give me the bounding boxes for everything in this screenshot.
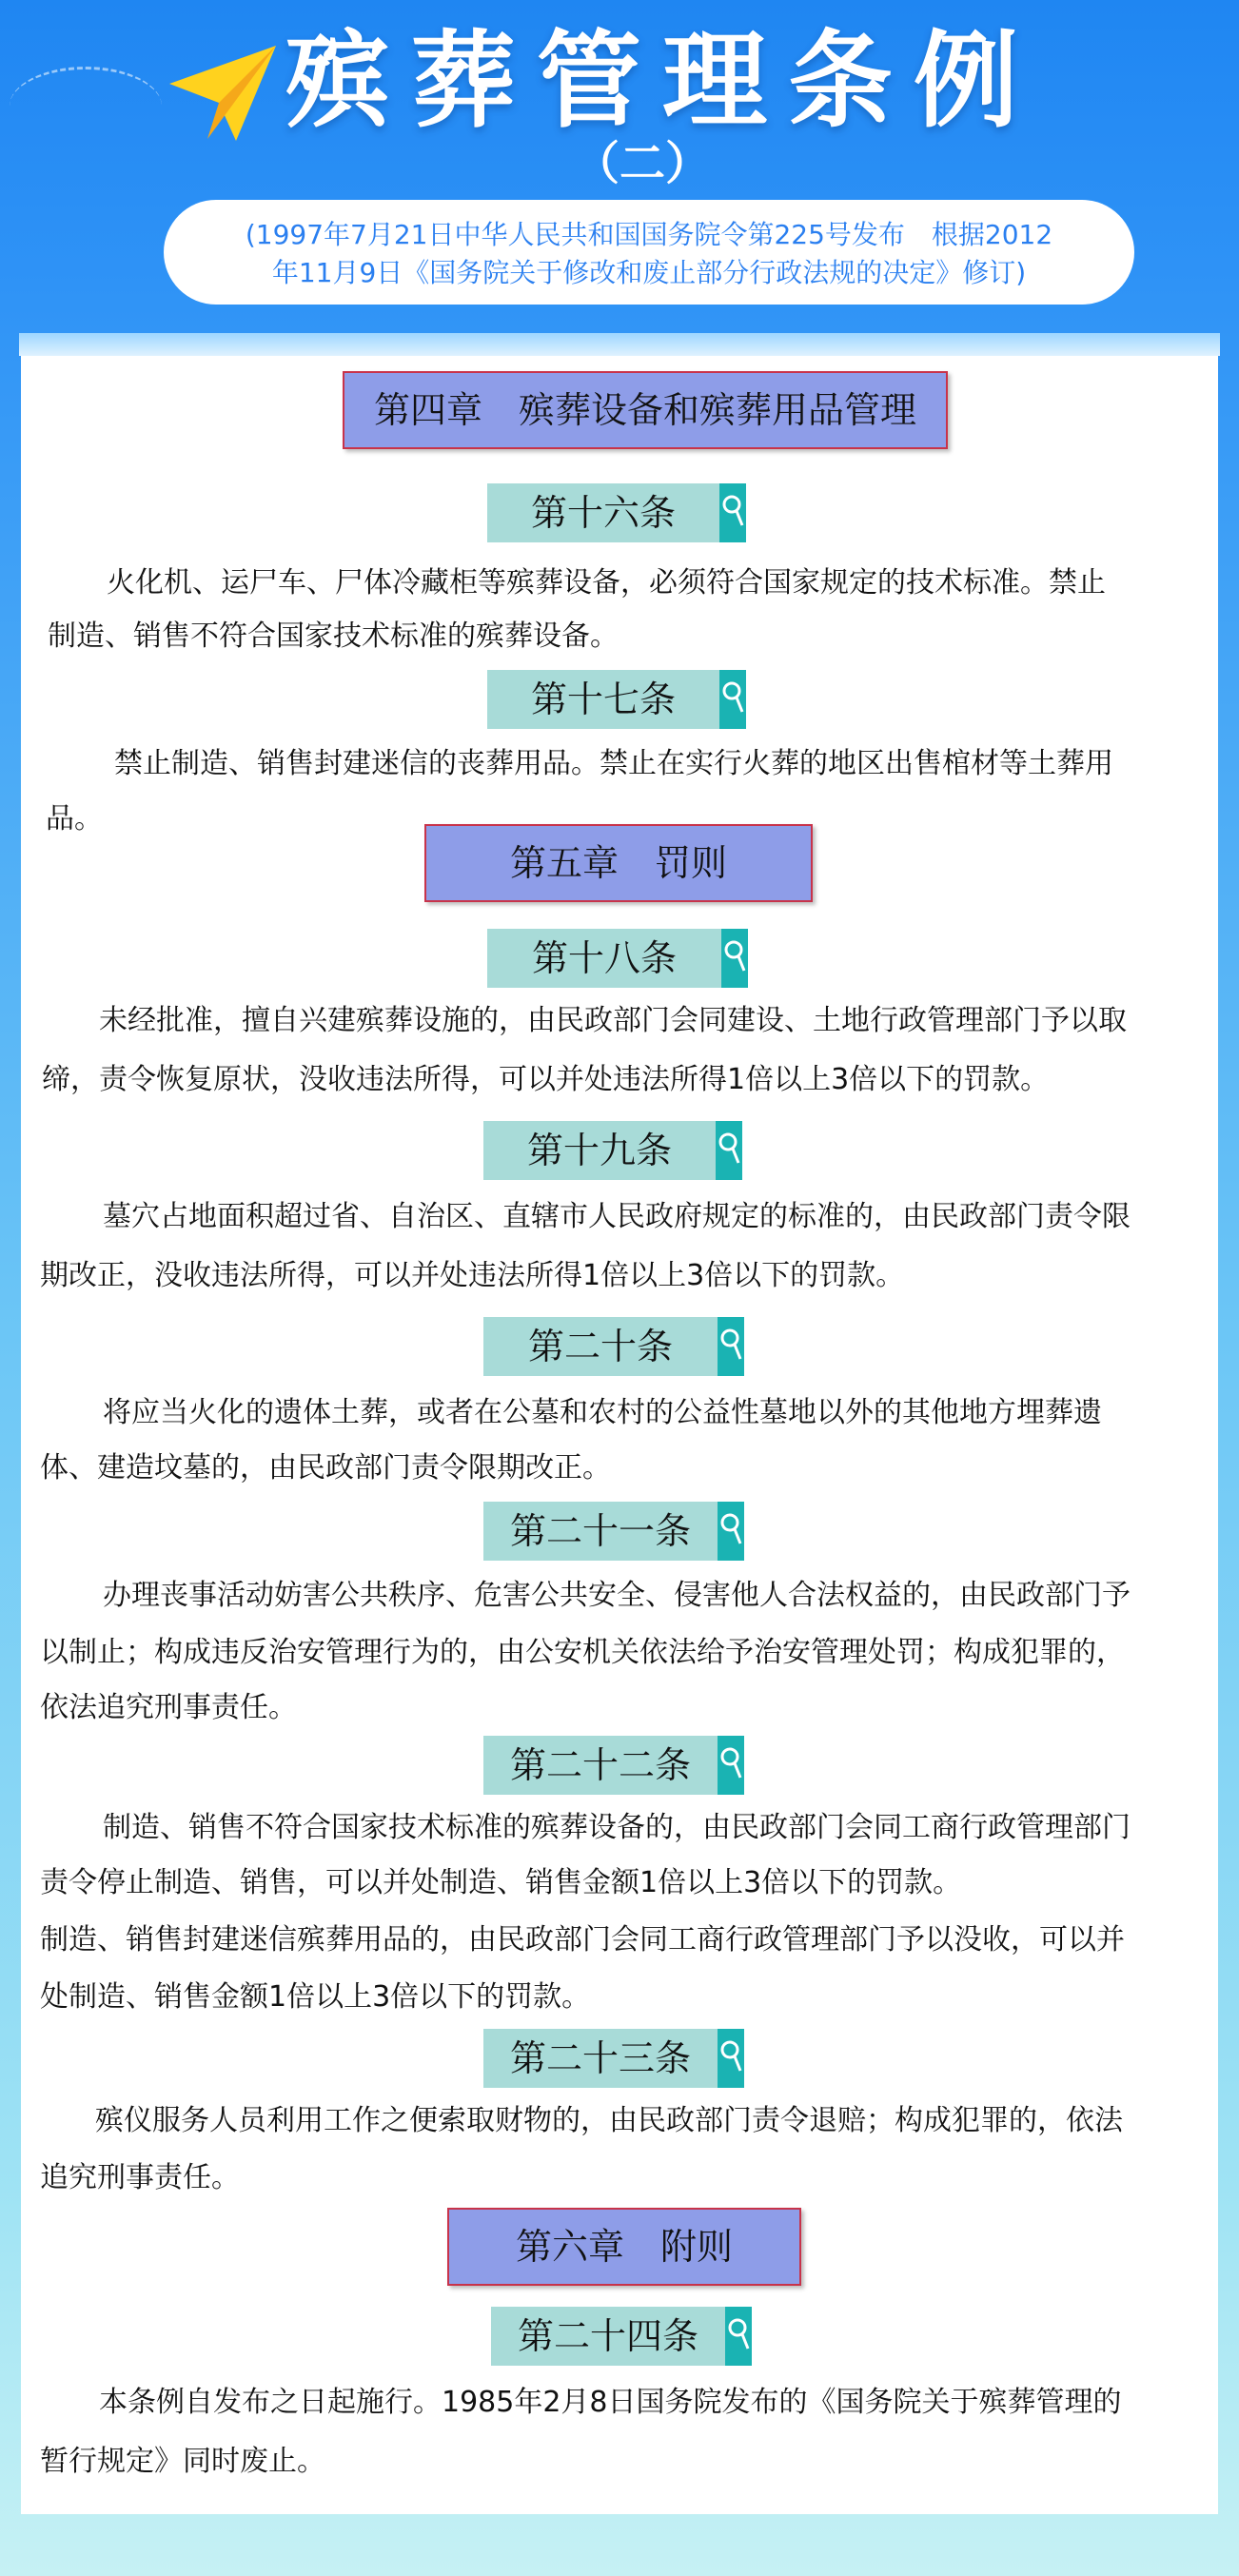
article-heading: [487, 483, 744, 542]
article-text: 依法追究刑事责任。: [40, 1691, 297, 1724]
publication-line: 年11月9日《国务院关于修改和废止部分行政法规的决定》修订): [271, 257, 1027, 288]
magnifier-icon: [719, 670, 746, 729]
article-text: 体、建造坟墓的，由民政部门责令限期改正。: [40, 1451, 611, 1485]
magnifier-icon: [718, 1317, 744, 1376]
article-heading: [483, 1317, 744, 1376]
article-title: 第二十一条: [483, 1502, 718, 1561]
article-text: 制造、销售封建迷信殡葬用品的，由民政部门会同工商行政管理部门予以没收，可以并: [40, 1923, 1125, 1957]
magnifier-icon: [719, 483, 746, 542]
publication-line: (1997年7月21日中华人民共和国国务院令第225号发布 根据2012: [245, 219, 1053, 250]
article-title: 第十七条: [487, 670, 719, 729]
article-text: 缔，责令恢复原状，没收违法所得，可以并处违法所得1倍以上3倍以下的罚款。: [42, 1063, 1050, 1096]
article-heading: [487, 929, 748, 988]
article-title: 第十九条: [483, 1121, 716, 1180]
magnifier-icon: [718, 1736, 744, 1795]
article-text: 处制造、销售金额1倍以上3倍以下的罚款。: [40, 1980, 591, 2014]
page-title: 殡葬管理条例: [285, 20, 1039, 142]
article-text: 禁止制造、销售封建迷信的丧葬用品。禁止在实行火葬的地区出售棺材等土葬用: [114, 747, 1113, 780]
magnifier-icon: [718, 1502, 744, 1561]
article-title: 第二十四条: [491, 2307, 725, 2366]
divider-band: [19, 333, 1220, 356]
article-title: 第二十二条: [483, 1736, 718, 1795]
magnifier-icon: [725, 2307, 752, 2366]
dashed-flight-path: [10, 67, 162, 146]
chapter-heading: 第五章 罚则: [424, 824, 813, 902]
magnifier-icon: [718, 2029, 744, 2088]
article-text: 追究刑事责任。: [40, 2161, 240, 2194]
article-title: 第二十条: [483, 1317, 718, 1376]
article-heading: [483, 1502, 744, 1561]
article-text: 火化机、运尸车、尸体冷藏柜等殡葬设备，必须符合国家规定的技术标准。禁止: [107, 566, 1106, 600]
article-text: 制造、销售不符合国家技术标准的殡葬设备的，由民政部门会同工商行政管理部门: [103, 1811, 1131, 1844]
article-heading: [483, 2029, 744, 2088]
chapter-heading: 第六章 附则: [447, 2208, 801, 2286]
header: [0, 0, 1239, 362]
article-title: 第十八条: [487, 929, 721, 988]
magnifier-icon: [716, 1121, 742, 1180]
article-text: 将应当火化的遗体土葬，或者在公墓和农村的公益性墓地以外的其他地方埋葬遗: [103, 1396, 1102, 1429]
chapter-heading: 第四章 殡葬设备和殡葬用品管理: [343, 371, 948, 449]
article-text: 品。: [46, 802, 103, 836]
article-heading: [483, 1736, 744, 1795]
article-text: 未经批准，擅自兴建殡葬设施的，由民政部门会同建设、土地行政管理部门予以取: [99, 1004, 1127, 1037]
article-title: 第十六条: [487, 483, 719, 542]
article-text: 殡仪服务人员利用工作之便索取财物的，由民政部门责令退赔；构成犯罪的，依法: [95, 2104, 1123, 2137]
article-text: 暂行规定》同时废止。: [40, 2445, 325, 2478]
article-text: 制造、销售不符合国家技术标准的殡葬设备。: [48, 619, 619, 653]
article-text: 期改正，没收违法所得，可以并处违法所得1倍以上3倍以下的罚款。: [40, 1259, 905, 1292]
article-text: 本条例自发布之日起施行。1985年2月8日国务院发布的《国务院关于殡葬管理的: [99, 2386, 1122, 2419]
article-heading: [491, 2307, 752, 2366]
paper-plane-icon: [169, 46, 276, 141]
page-subtitle: （二）: [573, 137, 711, 190]
article-title: 第二十三条: [483, 2029, 718, 2088]
article-heading: [487, 670, 744, 729]
article-text: 以制止；构成违反治安管理行为的，由公安机关依法给予治安管理处罚；构成犯罪的，: [40, 1636, 1125, 1669]
magnifier-icon: [721, 929, 748, 988]
article-text: 责令停止制造、销售，可以并处制造、销售金额1倍以上3倍以下的罚款。: [40, 1866, 962, 1899]
article-text: 墓穴占地面积超过省、自治区、直辖市人民政府规定的标准的，由民政部门责令限: [103, 1200, 1131, 1233]
article-heading: [483, 1121, 742, 1180]
article-text: 办理丧事活动妨害公共秩序、危害公共安全、侵害他人合法权益的，由民政部门予: [103, 1579, 1131, 1612]
publication-note: [164, 200, 1134, 305]
